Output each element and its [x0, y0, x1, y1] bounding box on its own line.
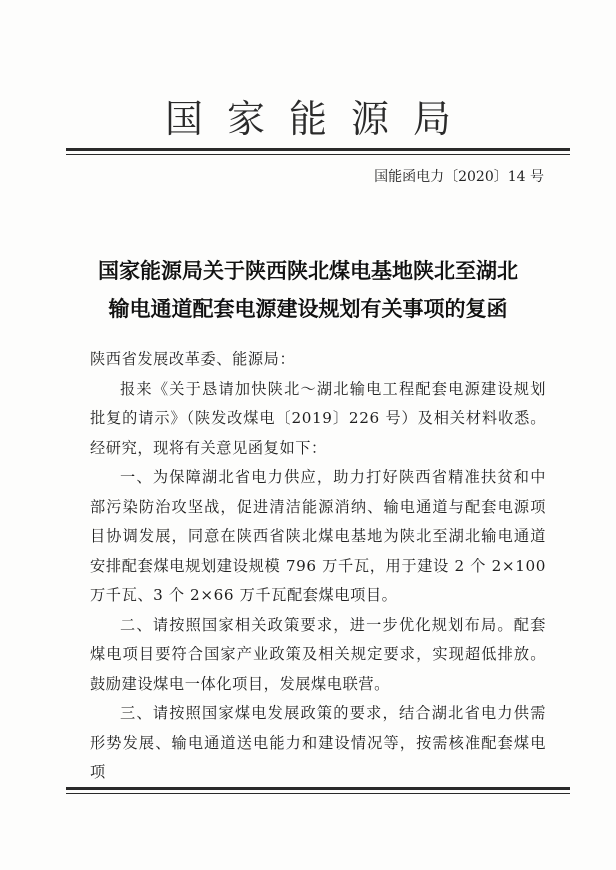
footer-divider	[66, 787, 570, 794]
document-body	[90, 345, 546, 788]
body-paragraph-1: 报来《关于恳请加快陕北～湖北输电工程配套电源建设规划批复的请示》（陕发改煤电〔2019〕226 号）及相关材料收悉。经研究，现将有关意见函复如下：	[90, 379, 546, 457]
document-title	[0, 252, 616, 328]
document-title-line-2: 输电通道配套电源建设规划有关事项的复函	[108, 296, 508, 321]
letterhead-divider	[66, 148, 570, 155]
document-number: 国能函电力〔2020〕14 号	[374, 169, 544, 185]
agency-letterhead: 国家能源局	[164, 97, 475, 141]
document-title-line-1: 国家能源局关于陕西陕北煤电基地陕北至湖北	[98, 258, 518, 283]
body-paragraph-2: 一、为保障湖北省电力供应，助力打好陕西省精准扶贫和中部污染防治攻坚战，促进清洁能源消纳、输电通道与配套电源项目协调发展，同意在陕西省陕北煤电基地为陕北至湖北输电通道安排配套煤电规划建设规模 796 万千瓦，用于建设 2 个 2×100 万千瓦、3 个 2×66 万千瓦配套煤电项目。	[90, 468, 546, 604]
salutation: 陕西省发展改革委、能源局：	[90, 350, 296, 368]
body-paragraph-3: 二、请按照国家相关政策要求，进一步优化规划布局。配套煤电项目要符合国家产业政策及相关规定要求，实现超低排放。鼓励建设煤电一体化项目，发展煤电联营。	[90, 615, 546, 693]
body-paragraph-4: 三、请按照国家煤电发展政策的要求，结合湖北省电力供需形势发展、输电通道送电能力和建设情况等，按需核准配套煤电项	[90, 704, 546, 781]
